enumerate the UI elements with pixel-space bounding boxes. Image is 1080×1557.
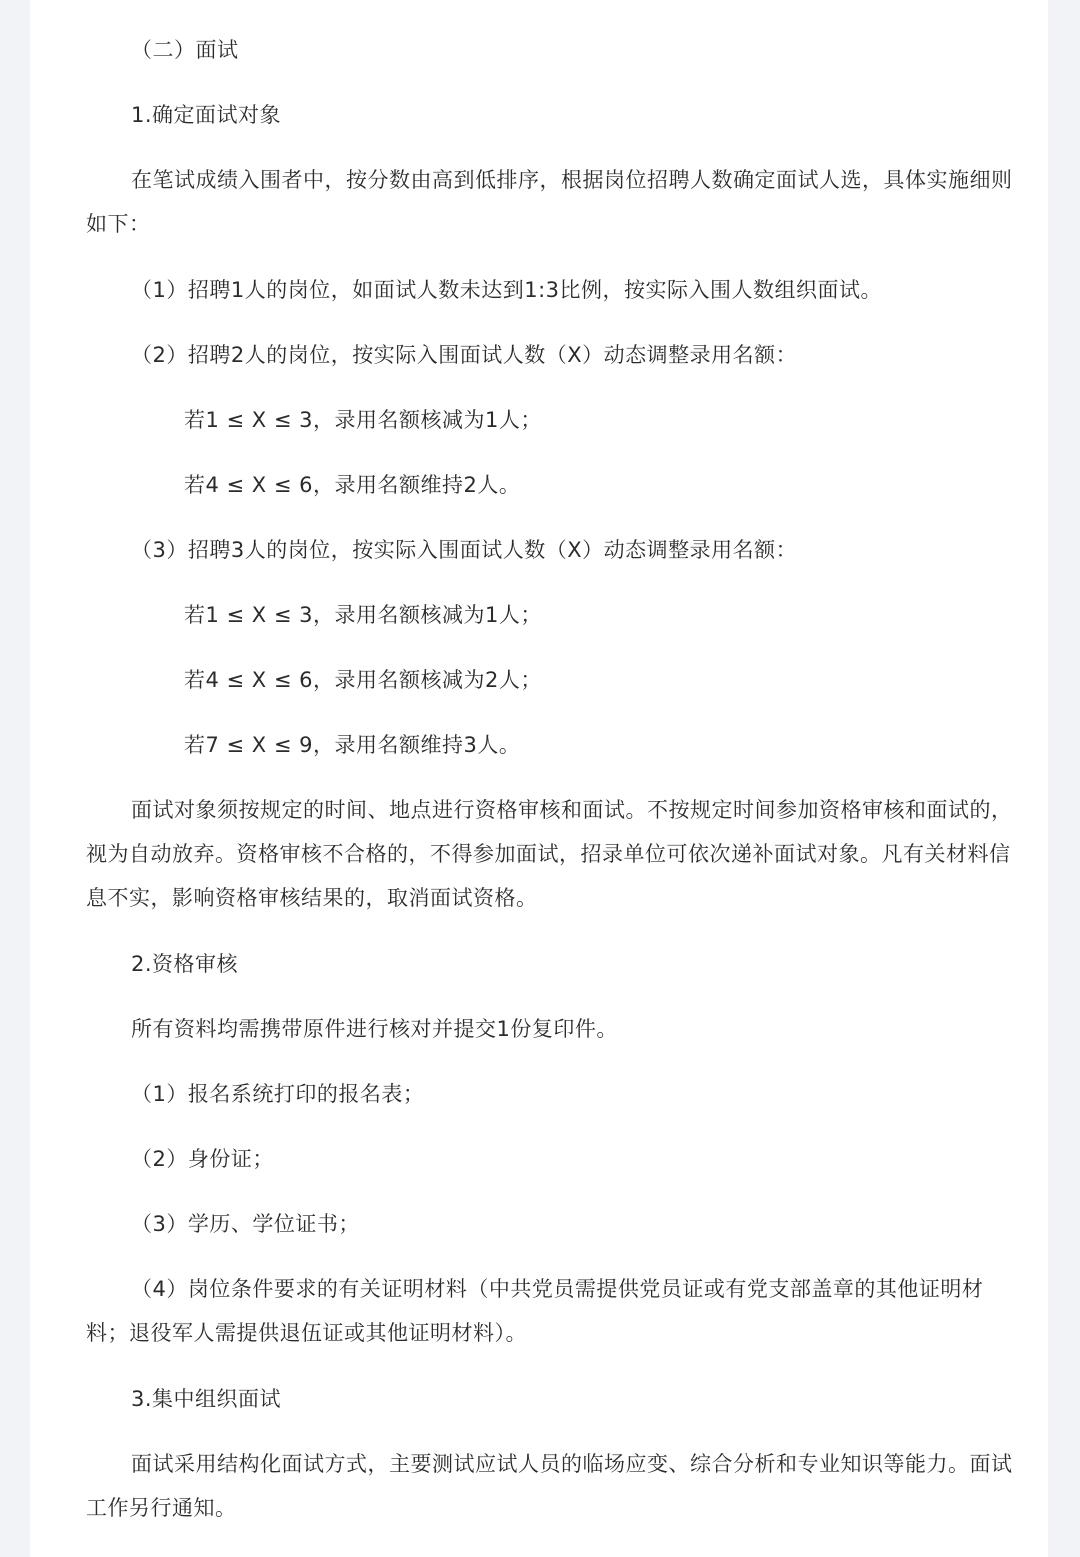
rule-item-3: （3）招聘3人的岗位，按实际入围面试人数（X）动态调整录用名额： [131,538,798,562]
document-item-4: （4）岗位条件要求的有关证明材料（中共党员需提供党员证或有党支部盖章的其他证明材料；退役军人需提供退伍证或其他证明材料）。 [86,1277,984,1345]
paragraph-body-3: 面试采用结构化面试方式，主要测试应试人员的临场应变、综合分析和专业知识等能力。面试工作另行通知。 [86,1452,1013,1520]
subsection-title-1: 1.确定面试对象 [131,103,282,127]
document-page [30,0,1048,1557]
rule-3-case-c: 若7 ≤ X ≤ 9，录用名额维持3人。 [184,733,521,757]
rule-2-case-a: 若1 ≤ X ≤ 3，录用名额核减为1人； [184,408,542,432]
rule-item-2: （2）招聘2人的岗位，按实际入围面试人数（X）动态调整录用名额： [131,343,798,367]
subsection-title-2: 2.资格审核 [131,952,239,976]
rule-2-case-b: 若4 ≤ X ≤ 6，录用名额维持2人。 [184,473,521,497]
document-item-3: （3）学历、学位证书； [131,1212,360,1236]
subsection-title-3: 3.集中组织面试 [131,1387,282,1411]
document-item-1: （1）报名系统打印的报名表； [131,1082,425,1106]
paragraph-intro-2: 所有资料均需携带原件进行核对并提交1份复印件。 [131,1017,618,1041]
rule-3-case-b: 若4 ≤ X ≤ 6，录用名额核减为2人； [184,668,542,692]
section-heading: （二）面试 [131,38,239,62]
rule-3-case-a: 若1 ≤ X ≤ 3，录用名额核减为1人； [184,603,542,627]
paragraph-intro-1: 在笔试成绩入围者中，按分数由高到低排序，根据岗位招聘人数确定面试人选，具体实施细则如下： [86,168,1013,236]
rule-item-1: （1）招聘1人的岗位，如面试人数未达到1:3比例，按实际入围人数组织面试。 [131,278,883,302]
paragraph-note-1: 面试对象须按规定的时间、地点进行资格审核和面试。不按规定时间参加资格审核和面试的，视为自动放弃。资格审核不合格的，不得参加面试，招录单位可依次递补面试对象。凡有关材料信息不实，影响资格审核结果的，取消面试资格。 [86,798,1013,910]
document-item-2: （2）身份证； [131,1147,274,1171]
